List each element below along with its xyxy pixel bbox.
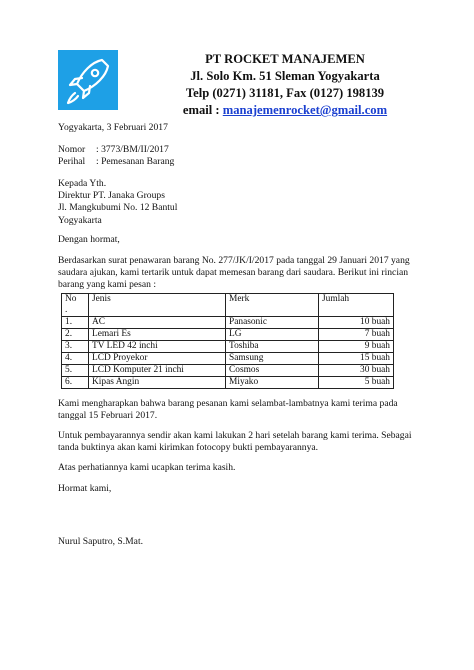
table-row <box>62 317 394 329</box>
cell-jenis: LCD Komputer 21 inchi <box>89 365 226 377</box>
cell-jenis: LCD Proyekor <box>89 353 226 365</box>
cell-no: 1. <box>62 317 89 329</box>
header-merk: Merk <box>226 294 319 317</box>
perihal-line <box>58 156 420 168</box>
cell-jumlah: 15 buah <box>319 353 394 365</box>
cell-jenis: Lemari Es <box>89 329 226 341</box>
company-address: Jl. Solo Km. 51 Sleman Yogyakarta <box>190 69 380 83</box>
table-header-row <box>62 294 394 317</box>
cell-jumlah: 5 buah <box>319 377 394 389</box>
recipient-block <box>58 178 420 227</box>
cell-jumlah: 30 buah <box>319 365 394 377</box>
recipient-line: Yogyakarta <box>58 214 102 226</box>
order-table <box>61 293 394 389</box>
table-row <box>62 353 394 365</box>
cell-jenis: TV LED 42 inchi <box>89 341 226 353</box>
thanks-line: Atas perhatiannya kami ucapkan terima kasih. <box>58 462 236 473</box>
cell-no: 3. <box>62 341 89 353</box>
recipient-line: Direktur PT. Janaka Groups <box>58 190 165 202</box>
intro-paragraph: Berdasarkan surat penawaran barang No. 277/JK/I/2017 pada tanggal 29 Januari 2017 yang saudara ajukan, kami tertarik untuk dapat memesan barang dari saudara. Berikut ini rincian barang yang kami pesan : <box>58 255 410 291</box>
cell-no: 5. <box>62 365 89 377</box>
letter-date: Yogyakarta, 3 Februari 2017 <box>58 122 168 133</box>
cell-no: 6. <box>62 377 89 389</box>
company-phone: Telp (0271) 31181, Fax (0127) 198139 <box>185 86 385 100</box>
company-name: PT ROCKET MANAJEMEN <box>205 52 365 66</box>
letterhead <box>150 51 420 119</box>
header-no: No . <box>62 294 89 317</box>
cell-jumlah: 10 buah <box>319 317 394 329</box>
closing-line: Hormat kami, <box>58 483 112 494</box>
rocket-icon <box>58 50 118 110</box>
cell-jenis: Kipas Angin <box>89 377 226 389</box>
delivery-paragraph: Kami mengharapkan bahwa barang pesanan kami selambat-lambatnya kami terima pada tanggal 15 Februari 2017. <box>58 398 398 422</box>
cell-jumlah: 9 buah <box>319 341 394 353</box>
cell-jenis: AC <box>89 317 226 329</box>
company-logo <box>58 50 118 110</box>
cell-merk: Samsung <box>226 353 319 365</box>
cell-no: 2. <box>62 329 89 341</box>
nomor-label: Nomor <box>58 144 86 155</box>
cell-merk: Panasonic <box>226 317 319 329</box>
payment-paragraph: Untuk pembayarannya sendir akan kami lakukan 2 hari setelah barang kami terima. Sebagai tanda buktinya akan kami kirimkan fotocopy bukti pembayarannya. <box>58 430 412 454</box>
cell-no: 4. <box>62 353 89 365</box>
email-label: email : <box>182 103 223 117</box>
recipient-line: Kepada Yth. <box>58 178 107 189</box>
nomor-value: : 3773/BM/II/2017 <box>96 144 169 155</box>
table-row <box>62 377 394 389</box>
cell-merk: Miyako <box>226 377 319 389</box>
greeting: Dengan hormat, <box>58 234 120 245</box>
cell-jumlah: 7 buah <box>319 329 394 341</box>
header-jumlah: Jumlah <box>319 294 394 317</box>
recipient-line: Jl. Mangkubumi No. 12 Bantul <box>58 202 178 214</box>
table-row <box>62 329 394 341</box>
letter-meta <box>58 144 420 168</box>
company-email-line <box>150 102 420 119</box>
table-row <box>62 341 394 353</box>
cell-merk: Toshiba <box>226 341 319 353</box>
header-jenis: Jenis <box>89 294 226 317</box>
nomor-line <box>58 144 420 156</box>
perihal-label: Perihal <box>58 156 86 168</box>
cell-merk: LG <box>226 329 319 341</box>
perihal-value: : Pemesanan Barang <box>96 156 175 168</box>
signatory-name: Nurul Saputro, S.Mat. <box>58 536 144 547</box>
table-row <box>62 365 394 377</box>
cell-merk: Cosmos <box>226 365 319 377</box>
email-link[interactable]: manajemenrocket@gmail.com <box>222 103 388 117</box>
